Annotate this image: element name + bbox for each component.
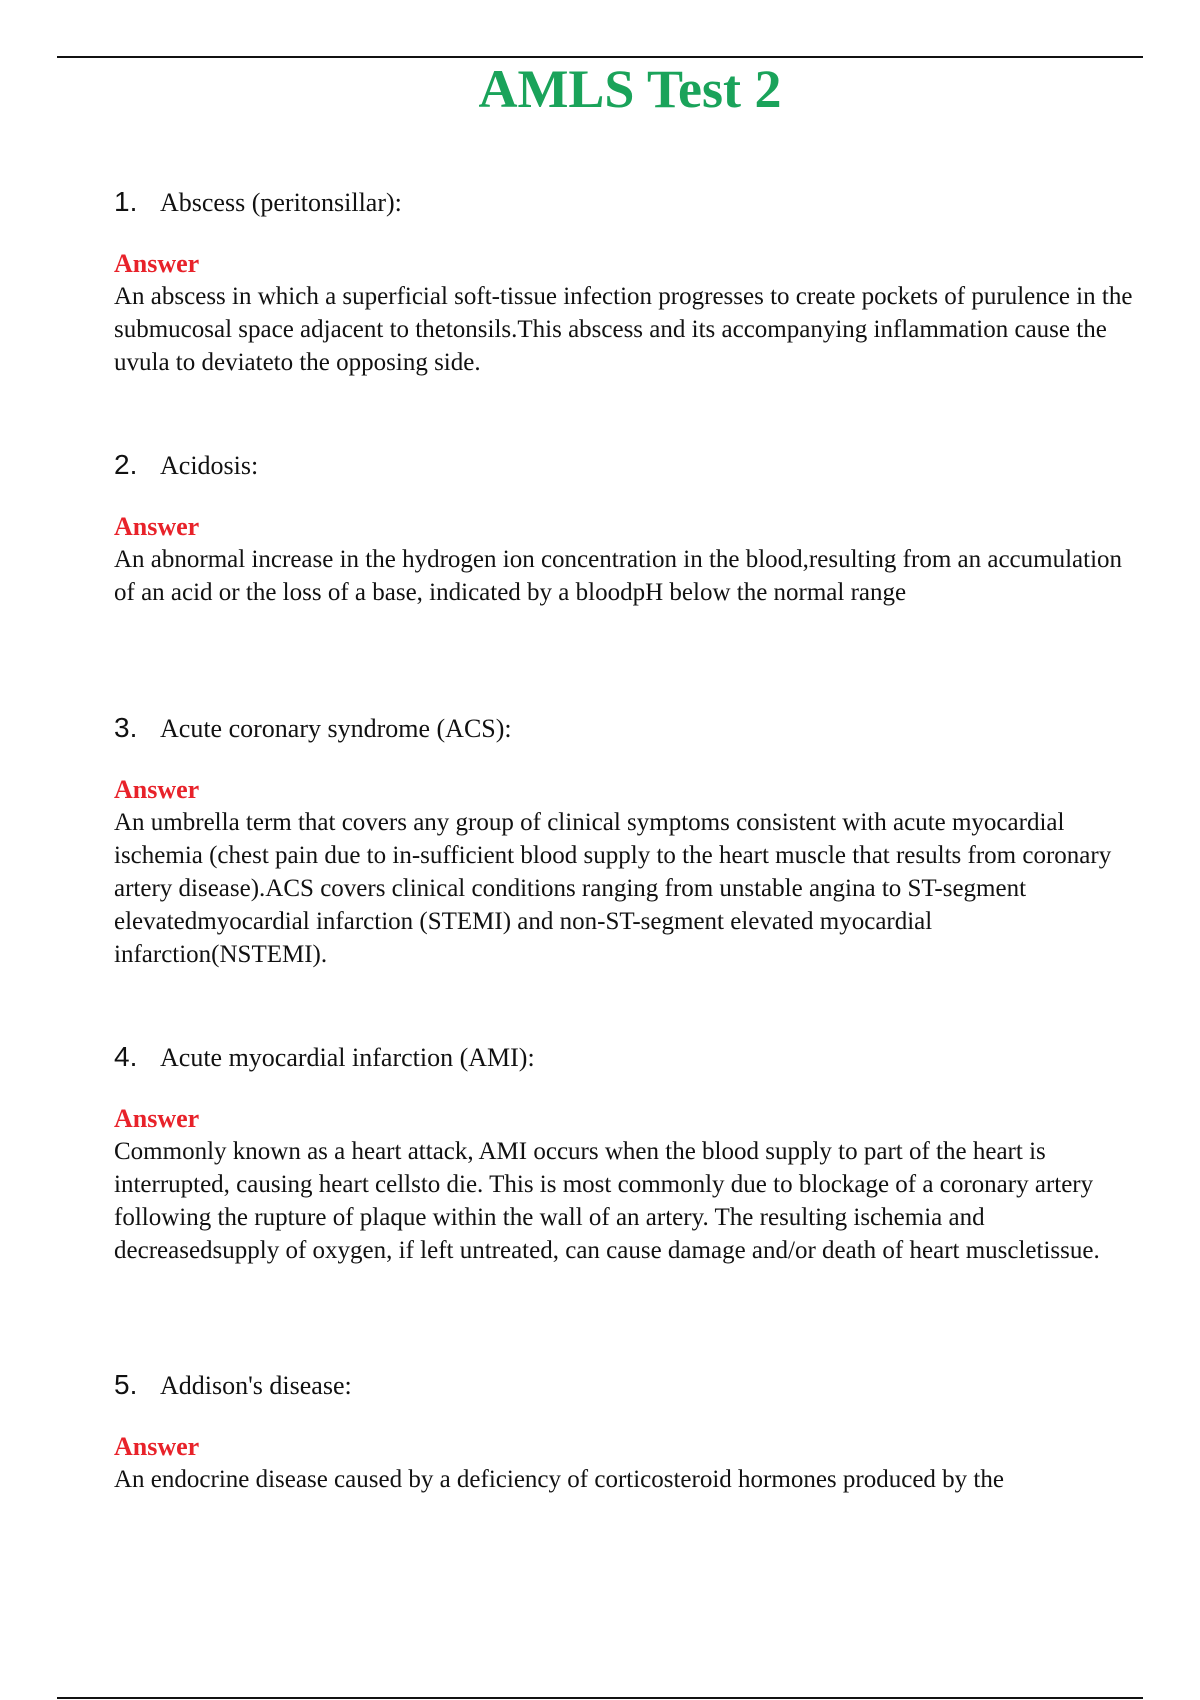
question-number: 3. xyxy=(114,712,138,743)
qa-item-3 xyxy=(114,712,1144,971)
page-title: AMLS Test 2 xyxy=(478,59,782,119)
answer-label: Answer xyxy=(114,249,200,278)
question-row xyxy=(114,1041,1144,1081)
answer-label: Answer xyxy=(114,1432,200,1461)
qa-item-5 xyxy=(114,1369,1144,1496)
question-row xyxy=(114,449,1144,489)
qa-item-4 xyxy=(114,1041,1144,1267)
question-number: 5. xyxy=(114,1369,138,1400)
question-term: Acidosis: xyxy=(160,451,259,480)
question-row xyxy=(114,1369,1144,1409)
question-number: 4. xyxy=(114,1041,138,1072)
bottom-rule xyxy=(57,1697,1143,1699)
question-row xyxy=(114,186,1144,226)
question-number: 1. xyxy=(114,186,138,217)
question-term: Abscess (peritonsillar): xyxy=(160,188,402,217)
answer-text: An abscess in which a superficial soft-tissue infection progresses to create pockets of purulence in the submucosal space adjacent to thetonsils.This abscess and its accompanying inflammation cause the uvula to deviateto the opposing side. xyxy=(114,283,1133,376)
question-number: 2. xyxy=(114,449,138,480)
answer-text: An umbrella term that covers any group of clinical symptoms consistent with acute myocardial ischemia (chest pain due to in-sufficient blood supply to the heart muscle that results from coronary artery disease).ACS covers clinical conditions ranging from unstable angina to ST-segment elevatedmyocardial infarction (STEMI) and non-ST-segment elevated myocardial infarction(NSTEMI). xyxy=(114,809,1112,968)
qa-item-2 xyxy=(114,449,1144,609)
qa-item-1 xyxy=(114,186,1144,379)
question-term: Acute coronary syndrome (ACS): xyxy=(160,714,512,743)
answer-text: An abnormal increase in the hydrogen ion concentration in the blood,resulting from an accumulation of an acid or the loss of a base, indicated by a bloodpH below the normal range xyxy=(114,546,1123,606)
question-term: Acute myocardial infarction (AMI): xyxy=(160,1043,535,1072)
answer-label: Answer xyxy=(114,512,200,541)
question-row xyxy=(114,712,1144,752)
answer-text: An endocrine disease caused by a deficiency of corticosteroid hormones produced by the xyxy=(114,1466,1004,1493)
question-term: Addison's disease: xyxy=(160,1371,352,1400)
answer-label: Answer xyxy=(114,1104,200,1133)
answer-label: Answer xyxy=(114,775,200,804)
answer-text: Commonly known as a heart attack, AMI occurs when the blood supply to part of the heart is interrupted, causing heart cellsto die. This is most commonly due to blockage of a coronary artery following the rupture of plaque within the wall of an artery. The resulting ischemia and decreasedsupply of oxygen, if left untreated, can cause damage and/or death of heart muscletissue. xyxy=(114,1138,1100,1264)
